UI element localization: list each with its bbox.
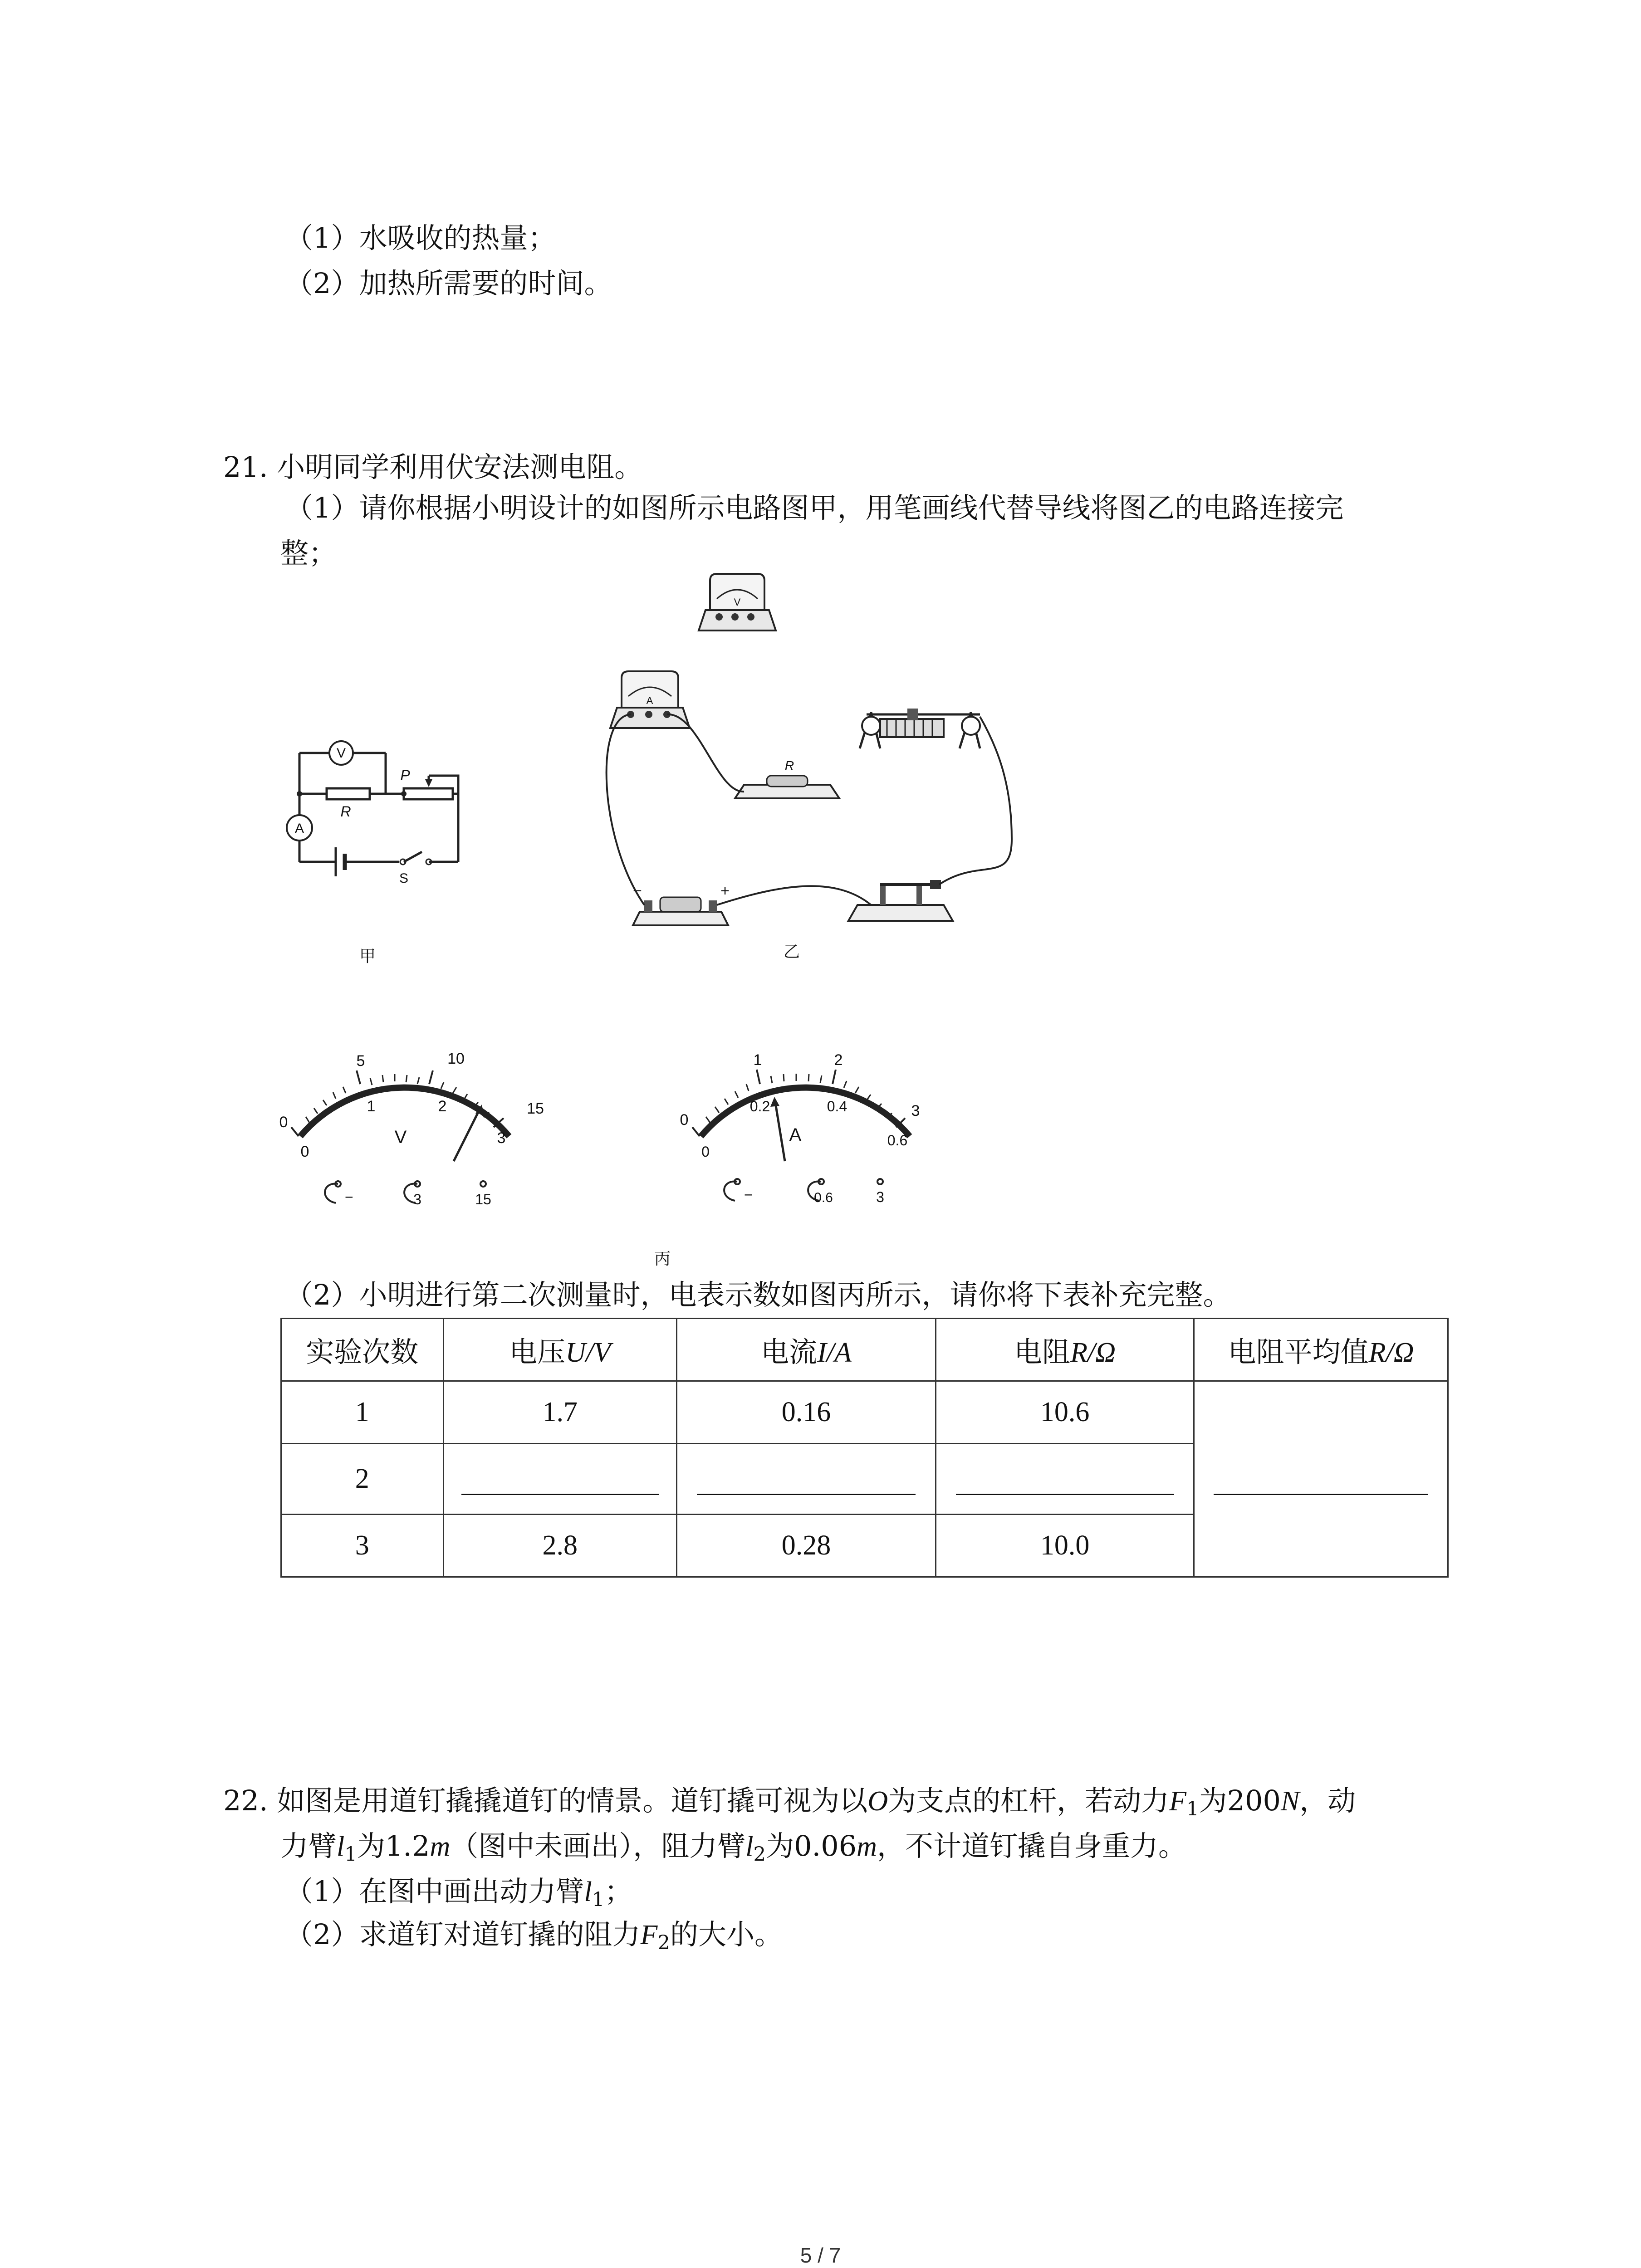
yi-voltmeter [699, 574, 776, 631]
a-inner-tick-0: 0 [701, 1144, 710, 1160]
ammeter-dial [667, 1016, 975, 1216]
yi-resistor-label: R [784, 758, 794, 772]
jia-resistor-label: R [340, 803, 351, 820]
page-number: 5 / 7 [800, 2244, 841, 2267]
a-terminal-3: 3 [876, 1189, 884, 1205]
measurement-table [280, 1318, 1449, 1578]
table-cell: 3 [281, 1515, 444, 1577]
v-outer-tick-5: 5 [356, 1052, 365, 1070]
v-outer-tick-0: 0 [279, 1114, 288, 1131]
q21-stem: 21. 小明同学利用伏安法测电阻。 [223, 450, 643, 484]
table-cell: 0.16 [676, 1381, 936, 1444]
jia-switch-label: S [399, 871, 409, 886]
th-trial: 实验次数 [281, 1319, 444, 1381]
a-dial-symbol: A [789, 1125, 802, 1145]
bing-caption-wrap [644, 1245, 681, 1272]
answer-blank[interactable] [956, 1476, 1174, 1495]
yi-caption: 乙 [783, 942, 800, 961]
q21-part1-line1: （1）请你根据小明设计的如图所示电路图甲，用笔画线代替导线将图乙的电路连接完 [285, 491, 1344, 524]
answer-blank[interactable] [461, 1476, 659, 1495]
v-outer-tick-10: 10 [447, 1050, 465, 1067]
v-inner-tick-0: 0 [300, 1143, 309, 1160]
v-inner-tick-1: 1 [367, 1098, 376, 1115]
a-outer-tick-0: 0 [680, 1111, 689, 1129]
v-dial-symbol: V [394, 1127, 407, 1147]
q22-line2: 力臂$l_1$为1.2m（图中未画出），阻力臂$l_2$为0.06m，不计道钉撬自身重力。 [280, 1829, 1186, 1866]
yi-ammeter-symbol: A [646, 695, 653, 706]
a-outer-tick-3: 3 [911, 1102, 920, 1119]
yi-resistor [735, 758, 839, 798]
th-resistance: 电阻R/Ω [936, 1319, 1194, 1381]
a-terminal-neg: − [744, 1187, 753, 1203]
jia-caption: 甲 [359, 947, 376, 965]
table-cell: 10.6 [936, 1381, 1194, 1444]
table-cell: 10.0 [936, 1515, 1194, 1577]
yi-battery-neg: − [633, 882, 642, 899]
table-row [281, 1381, 1448, 1444]
v-inner-tick-3: 3 [497, 1129, 506, 1147]
yi-battery-pos: + [720, 882, 730, 899]
circuit-photo-yi [581, 567, 1034, 962]
table-cell: 1 [281, 1381, 444, 1444]
yi-ammeter [610, 671, 690, 728]
q20-item-2: （2）加热所需要的时间。 [285, 267, 612, 300]
q21-part1-line2: 整； [280, 537, 337, 570]
yi-rheostat [860, 709, 980, 748]
bing-caption: 丙 [654, 1249, 671, 1268]
yi-voltmeter-symbol: V [734, 596, 741, 608]
a-inner-tick-04: 0.4 [827, 1098, 847, 1114]
answer-blank[interactable] [697, 1476, 916, 1495]
table-cell: 0.28 [676, 1515, 936, 1577]
table-cell: 2.8 [443, 1515, 676, 1577]
table-cell: 2 [281, 1444, 444, 1515]
jia-slider-label: P [400, 767, 410, 783]
a-outer-tick-2: 2 [834, 1051, 843, 1069]
voltmeter-dial [272, 1025, 581, 1216]
voltage-answer-cell[interactable] [443, 1444, 676, 1515]
circuit-diagram-jia [272, 726, 481, 980]
yi-battery [633, 882, 730, 925]
th-current: 电流I/A [676, 1319, 936, 1381]
q22-item-1: （1）在图中画出动力臂$l_1$； [285, 1875, 633, 1911]
resistance-answer-cell[interactable] [936, 1444, 1194, 1515]
v-terminal-3: 3 [413, 1191, 421, 1207]
current-answer-cell[interactable] [676, 1444, 936, 1515]
q22-line1: 22. 如图是用道钉撬撬道钉的情景。道钉撬可视为以O为支点的杠杆，若动力$F_1$为200N，动 [223, 1784, 1356, 1820]
a-inner-tick-06: 0.6 [887, 1132, 908, 1149]
jia-ammeter-symbol: A [294, 821, 304, 836]
a-inner-tick-02: 0.2 [749, 1098, 770, 1114]
avg-answer-cell[interactable] [1194, 1381, 1448, 1577]
a-terminal-06: 0.6 [814, 1190, 833, 1205]
table-cell: 1.7 [443, 1381, 676, 1444]
q22-item-2: （2）求道钉对道钉撬的阻力$F_2$的大小。 [285, 1918, 783, 1954]
v-inner-tick-2: 2 [438, 1098, 447, 1115]
v-terminal-15: 15 [475, 1191, 491, 1207]
a-outer-tick-1: 1 [753, 1051, 762, 1069]
jia-voltmeter-symbol: V [336, 746, 346, 761]
v-terminal-neg: − [345, 1189, 353, 1205]
th-avg-resistance: 电阻平均值R/Ω [1194, 1319, 1448, 1381]
q20-item-1: （1）水吸收的热量； [285, 221, 556, 254]
answer-blank[interactable] [1214, 1476, 1428, 1495]
q21-part2: （2）小明进行第二次测量时，电表示数如图丙所示，请你将下表补充完整。 [285, 1278, 1231, 1311]
v-outer-tick-15: 15 [527, 1100, 544, 1117]
th-voltage: 电压U/V [443, 1319, 676, 1381]
